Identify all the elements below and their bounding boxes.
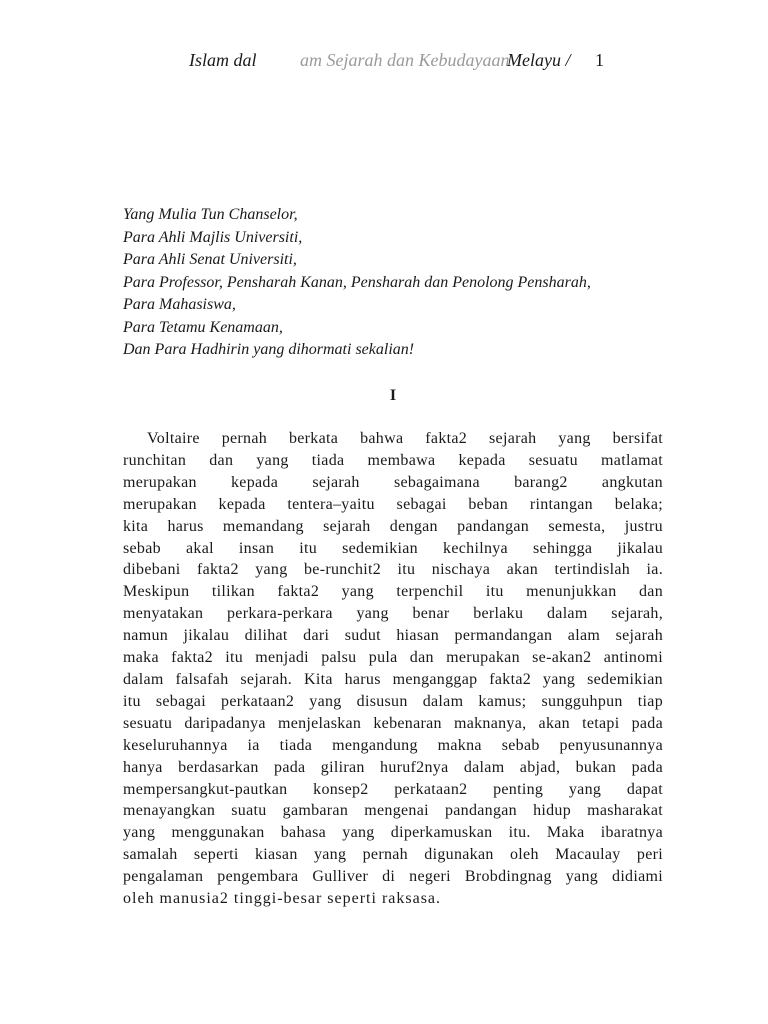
running-header-title-end: Melayu / [507,50,571,70]
body-paragraph [123,428,663,910]
salutation-line: Yang Mulia Tun Chanselor, [123,206,298,223]
paragraph-line: sesuatu daripadanya menjelaskan kebenaran maknanya, akan tetapi pada [123,714,663,732]
paragraph-line: maka fakta2 itu menjadi palsu pula dan merupakan se-akan2 antinomi [123,649,663,667]
paragraph-line: itu sebagai perkataan2 yang disusun dalam kamus; sungguhpun tiap [123,692,663,710]
paragraph-line: mempersangkut-pautkan konsep2 perkataan2 penting yang dapat [123,780,663,798]
salutation-line: Para Ahli Majlis Universiti, [123,228,303,246]
paragraph-line: samalah seperti kiasan yang pernah digunakan oleh Macaulay peri [123,846,663,864]
section-numeral: I [389,387,397,404]
running-header-title-start: Islam dal [189,50,257,70]
paragraph-line: dalam falsafah sejarah. Kita harus menganggap fakta2 yang sedemikian [123,670,663,688]
paragraph-line: keseluruhannya ia tiada mengandung makna sebab penyusunannya [123,736,663,754]
salutation-line: Para Tetamu Kenamaan, [123,318,283,336]
paragraph-line: dibebani fakta2 yang be-runchit2 itu nischaya akan tertindislah ia. [123,561,663,579]
paragraph-line: menayangkan suatu gambaran mengenai pandangan hidup masharakat [123,802,663,820]
salutation-line: Para Mahasiswa, [123,296,236,313]
paragraph-line: kita harus memandang sejarah dengan pandangan semesta, justru [123,517,663,535]
paragraph-line: Voltaire pernah berkata bahwa fakta2 sejarah yang bersifat [147,430,663,447]
paragraph-line: merupakan kepada sejarah sebagaimana barang2 angkutan [123,473,663,491]
paragraph-line: namun jikalau dilihat dari sudut hiasan permandangan alam sejarah [123,627,663,645]
page-number: 1 [595,50,604,70]
paragraph-line: merupakan kepada tentera–yaitu sebagai beban rintangan belaka; [123,495,663,513]
paragraph-line: hanya berdasarkan pada giliran huruf2nya dalam abjad, bukan pada [123,758,663,776]
paragraph-line: pengalaman pengembara Gulliver di negeri Brobdingnag yang didiami [123,868,663,886]
salutation-list [123,204,683,362]
paragraph-line: Meskipun tilikan fakta2 yang terpenchil itu menunjukkan dan [123,583,663,601]
paragraph-line: yang menggunakan bahasa yang diperkamuskan itu. Maka ibaratnya [123,824,663,842]
running-header-title-faded: am Sejarah dan Kebudayaan [300,50,510,70]
paragraph-line: sebab akal insan itu sedemikian kechilnya sehingga jikalau [123,539,663,557]
salutation-line: Para Ahli Senat Universiti, [123,251,297,268]
paragraph-line: oleh manusia2 tinggi-besar seperti raksasa. [123,890,442,908]
salutation-line: Para Professor, Pensharah Kanan, Pensharah dan Penolong Pensharah, [123,273,591,291]
salutation-line: Dan Para Hadhirin yang dihormati sekalian! [123,341,415,358]
paragraph-line: menyatakan perkara-perkara yang benar berlaku dalam sejarah, [123,605,663,623]
paragraph-line: runchitan dan yang tiada membawa kepada sesuatu matlamat [123,451,663,469]
